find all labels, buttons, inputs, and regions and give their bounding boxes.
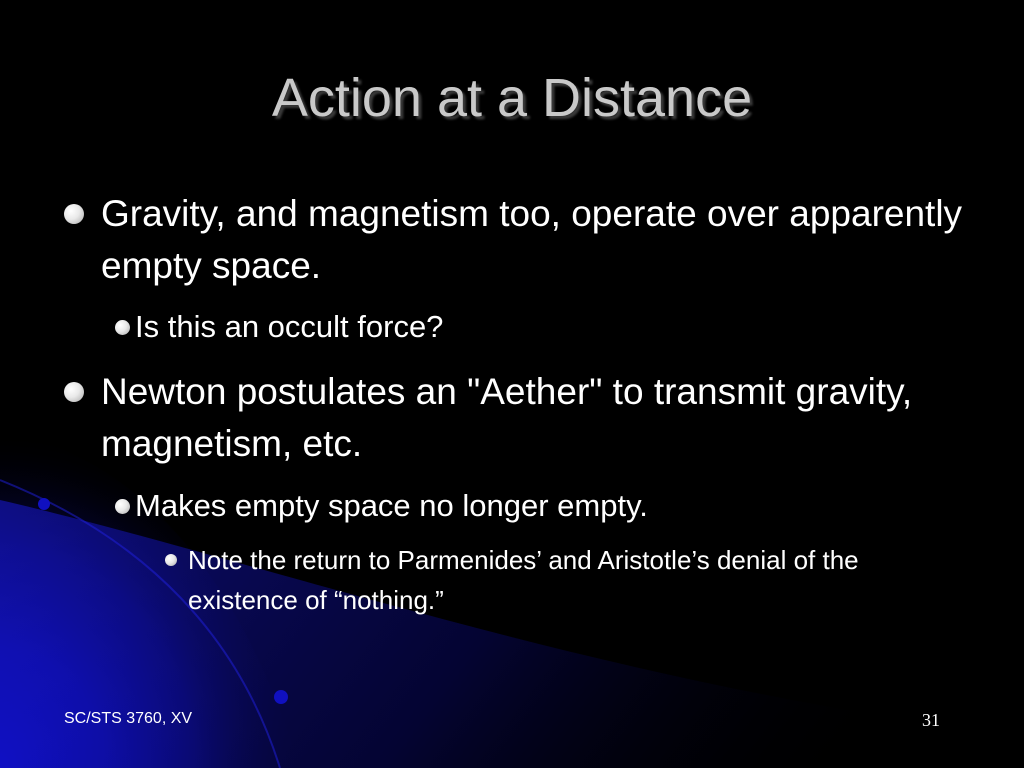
bullet-text: Gravity, and magnetism too, operate over apparently empty space. — [101, 193, 963, 286]
bullet-text: Makes empty space no longer empty. — [135, 488, 648, 523]
decor-dot — [274, 690, 288, 704]
sub-sub-bullet-item — [165, 540, 945, 620]
bullet-dot-icon — [165, 554, 177, 566]
bullet-dot-icon — [115, 499, 130, 514]
sub-bullet-item — [115, 486, 935, 526]
bullet-text: Newton postulates an "Aether" to transmit gravity, magnetism, etc. — [101, 371, 913, 464]
slide-title: Action at a Distance — [271, 68, 753, 128]
footer-course: SC/STS 3760, XV — [64, 710, 193, 727]
bullet-text: Is this an occult force? — [135, 309, 444, 344]
bullet-dot-icon — [115, 320, 130, 335]
bullet-dot-icon — [64, 382, 84, 402]
slide-number: 31 — [922, 710, 940, 730]
bullet-dot-icon — [64, 204, 84, 224]
bullet-text: Note the return to Parmenides’ and Aristotle’s denial of the existence of “nothing.” — [188, 545, 859, 615]
decor-dot — [38, 498, 50, 510]
bullet-item — [64, 188, 964, 292]
sub-bullet-item — [115, 307, 935, 347]
bullet-item — [64, 366, 964, 470]
